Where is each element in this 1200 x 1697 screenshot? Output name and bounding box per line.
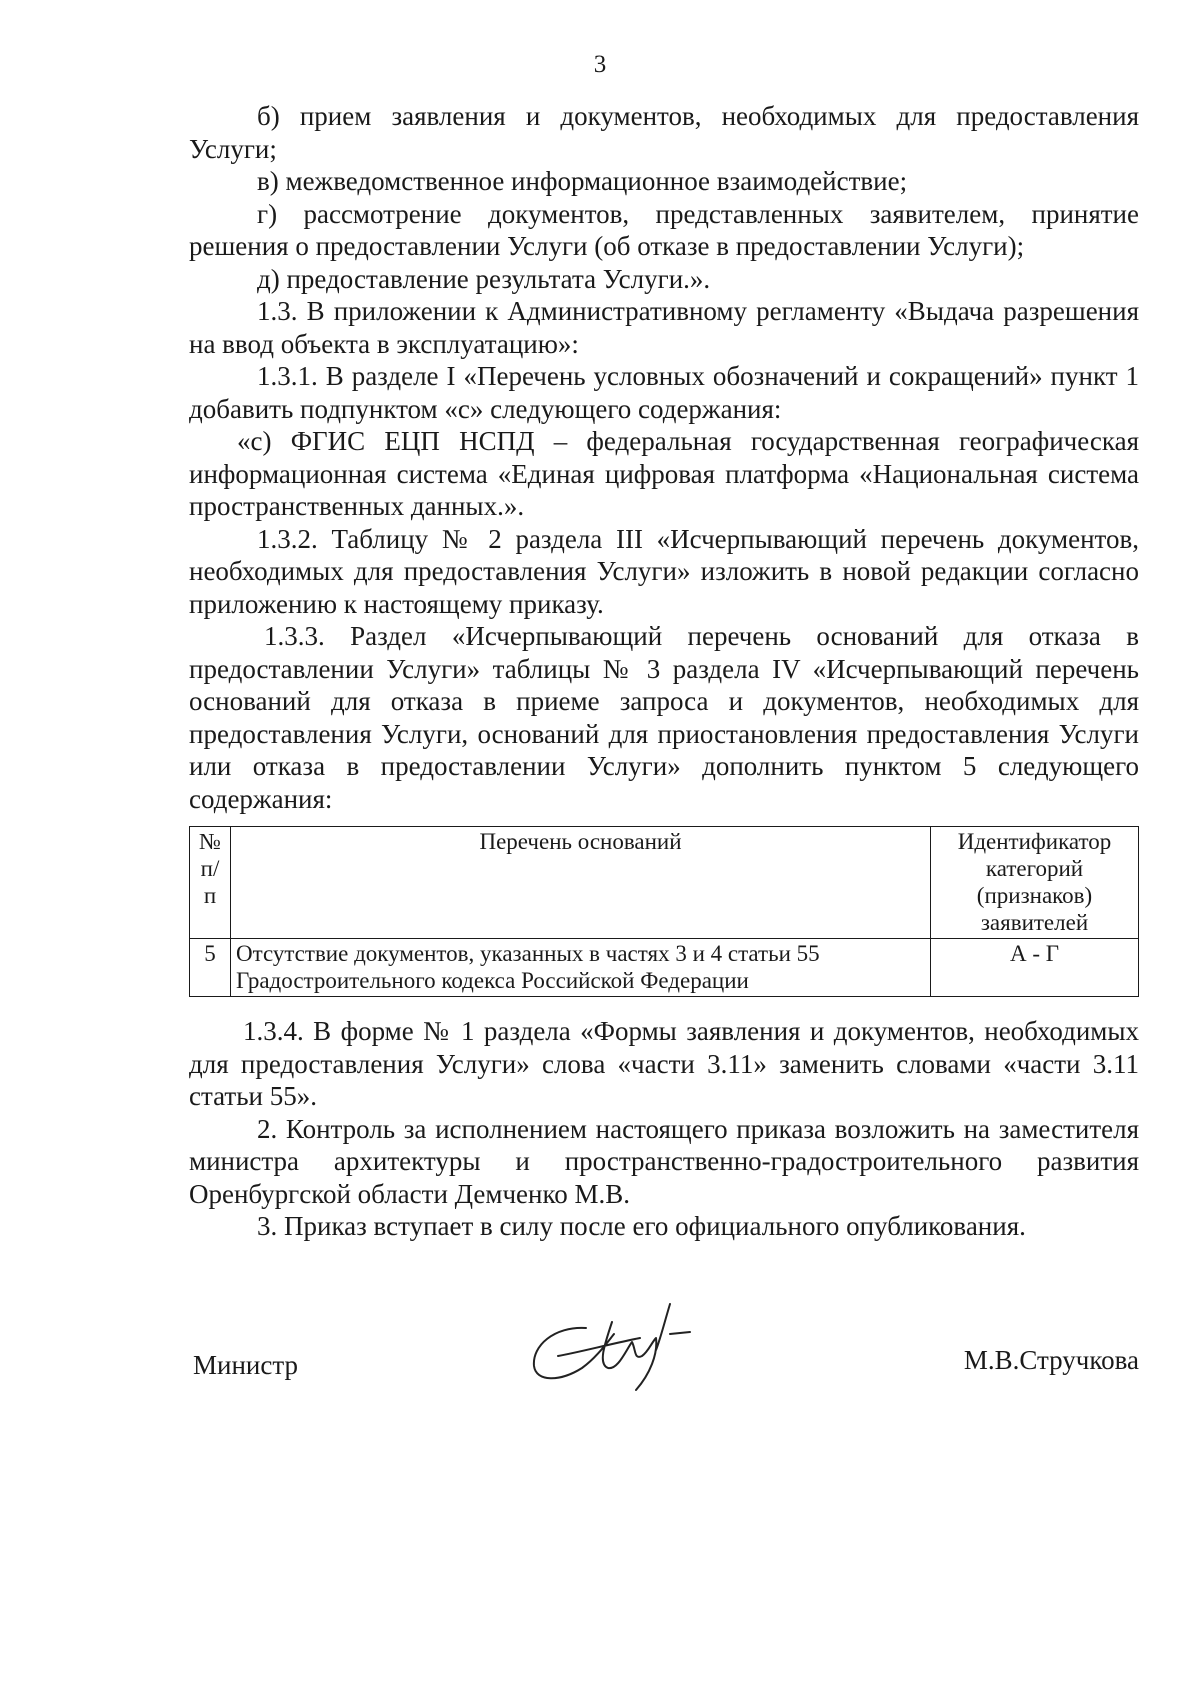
paragraph-3-effect: 3. Приказ вступает в силу после его официального опубликования. — [257, 1211, 1026, 1241]
paragraph-v: в) межведомственное информационное взаимодействие; — [257, 166, 908, 196]
paragraph-d: д) предоставление результата Услуги.». — [257, 263, 711, 294]
header-applicant-category-id: Идентификатор категорий (признаков) заявителей — [931, 827, 1139, 939]
paragraph-1-3-2: 1.3.2. Таблицу № 2 раздела III «Исчерпывающий перечень документов, необходимых для предоставления Услуги» изложить в новой редакции согласно приложению к настоящему приказу. — [189, 523, 1139, 619]
signatory-name: М.В.Стручкова — [963, 1345, 1139, 1375]
signatory-title: Министр — [193, 1350, 298, 1380]
row-category-id: А - Г — [931, 939, 1139, 997]
row-grounds-text: Отсутствие документов, указанных в частях 3 и 4 статьи 55 Градостроительного кодекса Российской Федерации — [231, 939, 931, 997]
page-number: 3 — [593, 51, 607, 78]
paragraph-b: б) прием заявления и документов, необходимых для предоставления Услуги; — [189, 101, 1139, 164]
row-number: 5 — [190, 939, 231, 997]
paragraph-1-3: 1.3. В приложении к Административному регламенту «Выдача разрешения на ввод объекта в эксплуатацию»: — [189, 296, 1139, 359]
header-number: № п/п — [190, 827, 231, 939]
grounds-table — [189, 826, 1139, 997]
handwritten-signature — [524, 1298, 704, 1398]
signature-block — [189, 1298, 1139, 1418]
document-body — [189, 100, 1139, 1243]
paragraph-fgis-definition: «с) ФГИС ЕЦП НСПД – федеральная государственная географическая информационная система «Единая цифровая платформа «Национальная система пространственных данных.». — [189, 426, 1139, 521]
paragraph-2-control: 2. Контроль за исполнением настоящего приказа возложить на заместителя министра архитектуры и пространственно-градостроительного развития Оренбургской области Демченко М.В. — [189, 1113, 1139, 1209]
paragraph-g: г) рассмотрение документов, представленных заявителем, принятие решения о предоставлении Услуги (об отказе в предоставлении Услуги); — [189, 198, 1139, 261]
header-grounds-list: Перечень оснований — [231, 827, 931, 939]
table-header-row — [190, 827, 1139, 939]
table-row — [190, 939, 1139, 997]
paragraph-1-3-3: 1.3.3. Раздел «Исчерпывающий перечень оснований для отказа в предоставлении Услуги» таблицы № 3 раздела IV «Исчерпывающий перечень оснований для отказа в приеме запроса и документов, необходимых для предоставления Услуги, оснований для приостановления предоставления Услуги или отказа в предоставлении Услуги» дополнить пунктом 5 следующего содержания: — [189, 621, 1139, 814]
paragraph-1-3-4: 1.3.4. В форме № 1 раздела «Формы заявления и документов, необходимых для предоставления Услуги» слова «части 3.11» заменить словами «части 3.11 статьи 55». — [189, 1016, 1139, 1111]
paragraph-1-3-1: 1.3.1. В разделе I «Перечень условных обозначений и сокращений» пункт 1 добавить подпунктом «с» следующего содержания: — [189, 361, 1139, 424]
